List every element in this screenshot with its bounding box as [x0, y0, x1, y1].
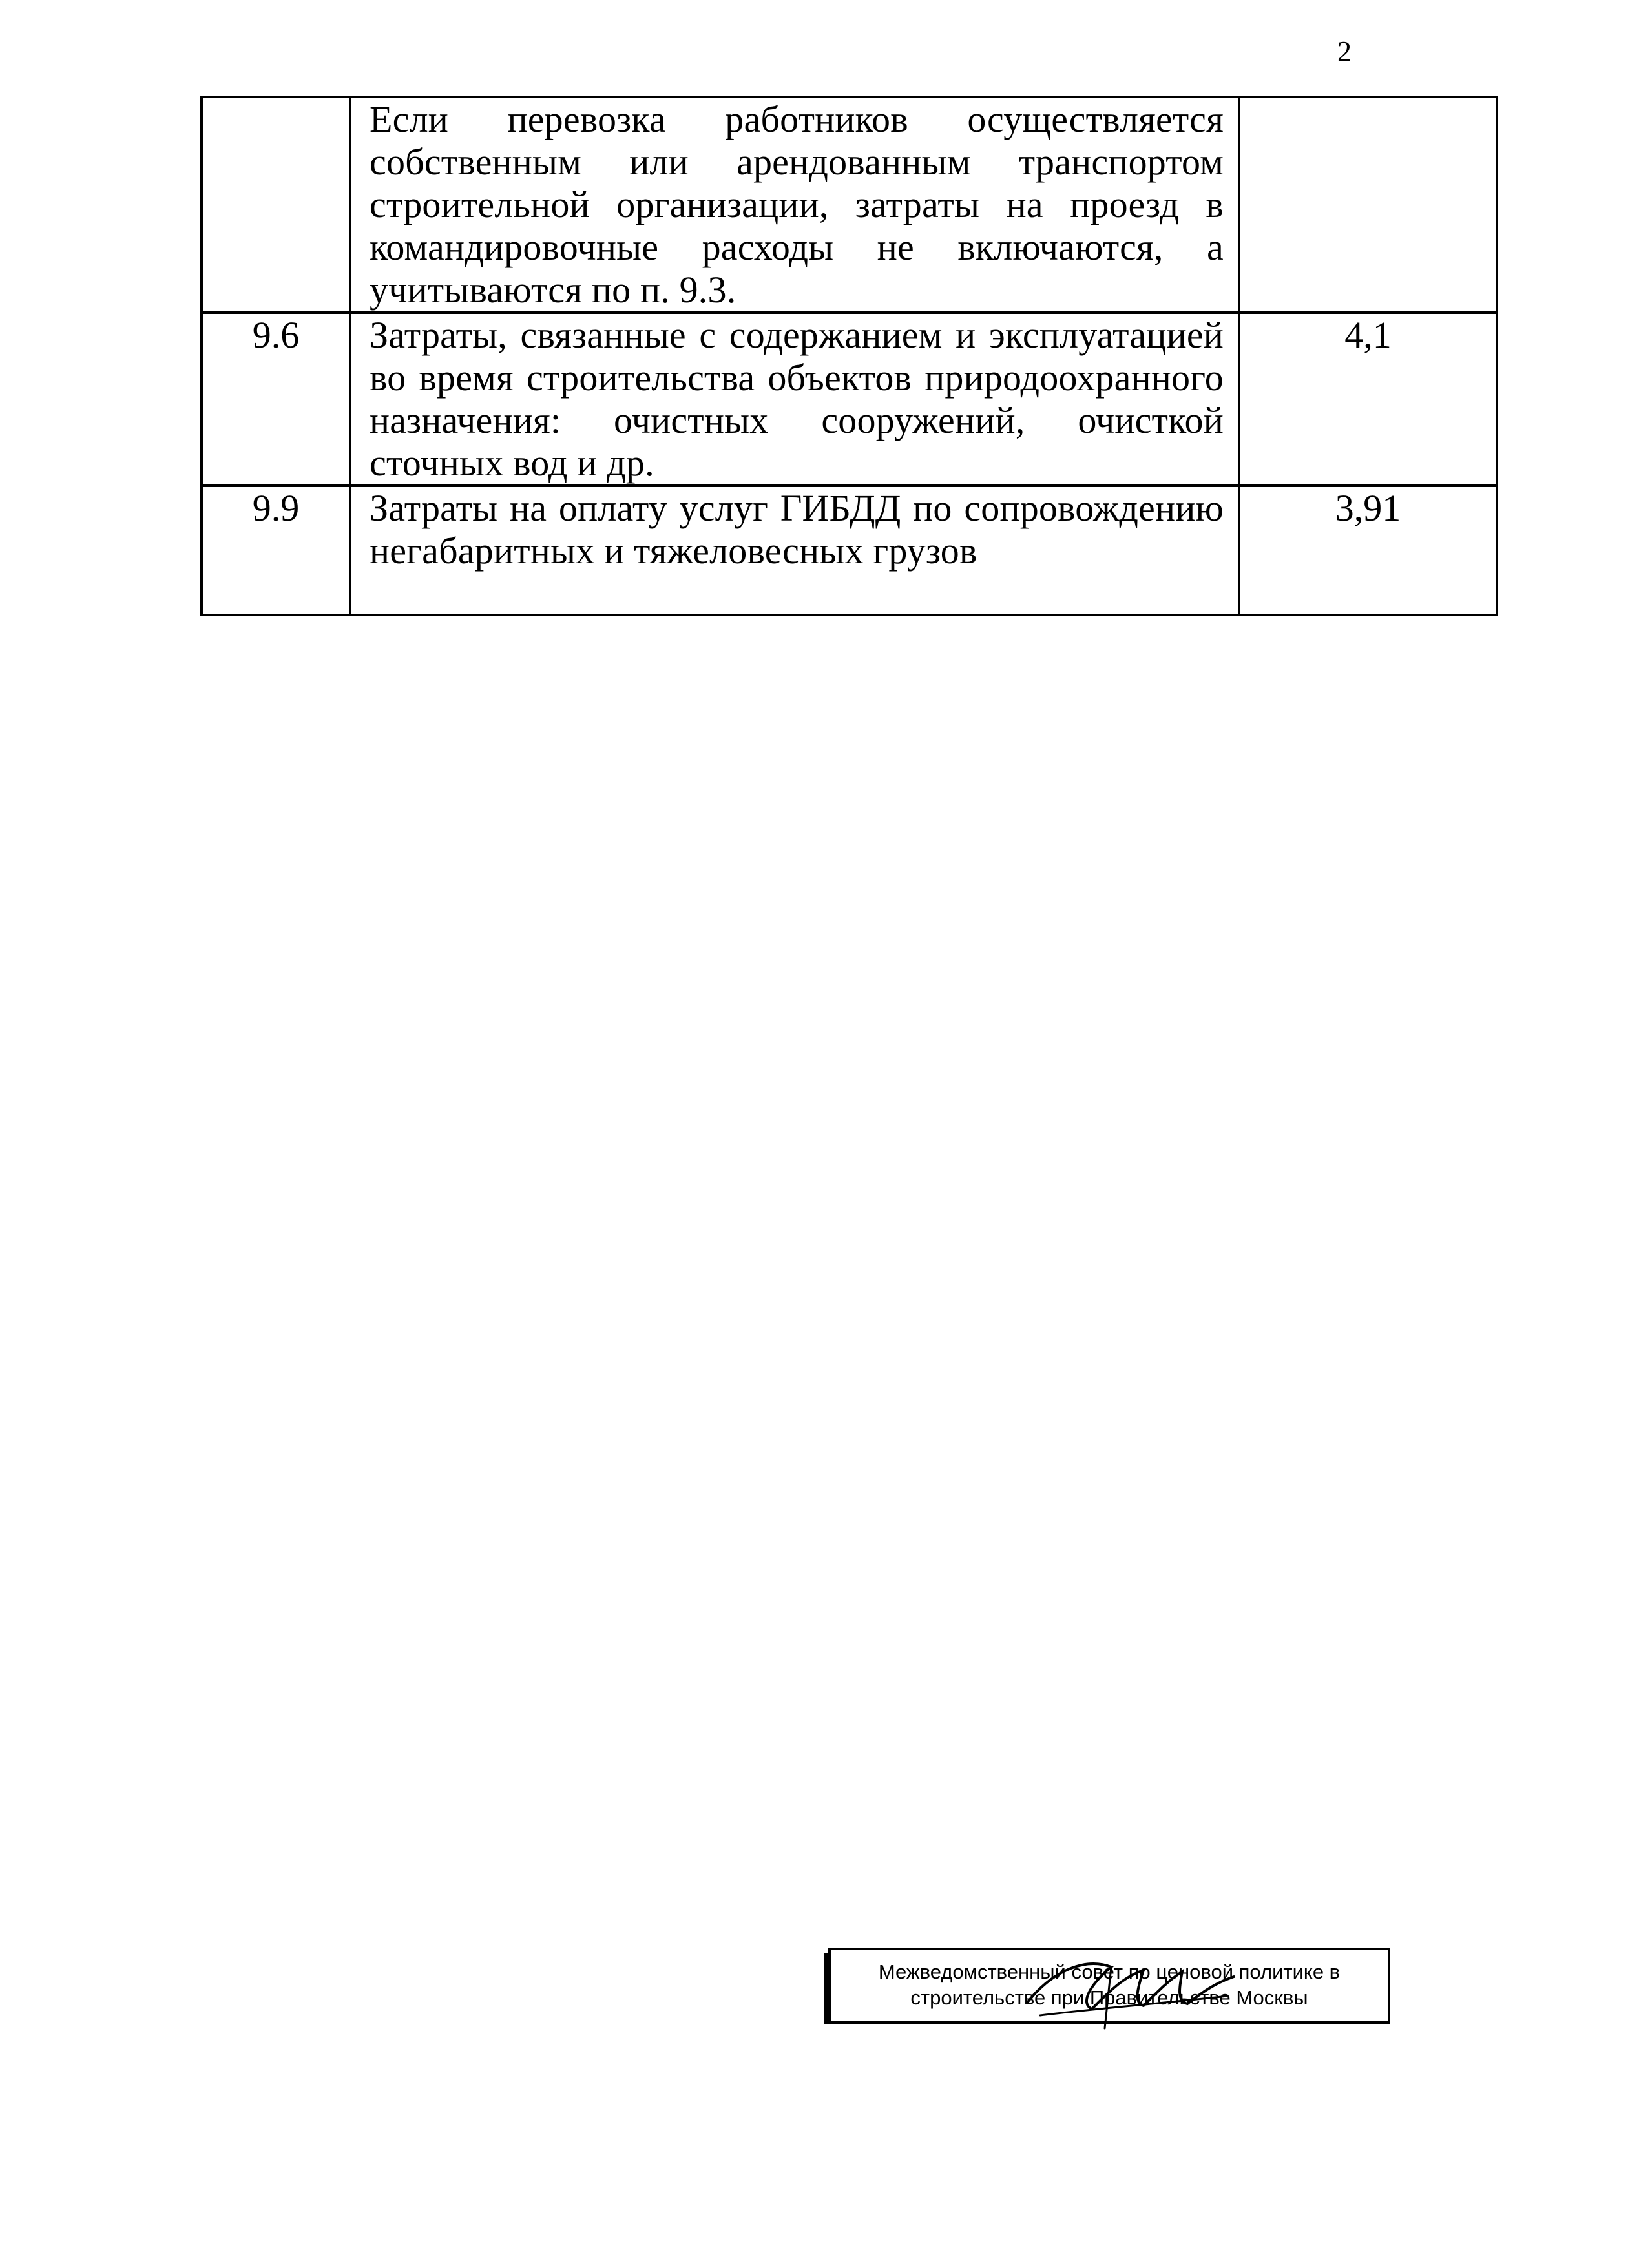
council-stamp: [828, 1948, 1390, 2024]
row-number: 9.6: [202, 313, 350, 486]
page-number: 2: [1337, 36, 1352, 67]
row-description: Если перевозка работников осуществляется собственным или арендованным транспортом строительной организации, затраты на проезд в командировочные расходы не включаются, а учитываются по п. 9.3.: [350, 97, 1239, 313]
table-row: [202, 313, 1497, 486]
row-value: 4,1: [1239, 313, 1497, 486]
table-row: [202, 97, 1497, 313]
row-number: 9.9: [202, 486, 350, 615]
stamp-line-1: Межведомственный совет по ценовой политике в: [878, 1961, 1341, 1983]
cost-table: [200, 96, 1498, 616]
row-value: [1239, 97, 1497, 313]
table-row: [202, 486, 1497, 615]
row-value: 3,91: [1239, 486, 1497, 615]
row-description: Затраты на оплату услуг ГИБДД по сопровождению негабаритных и тяжеловесных грузов: [350, 486, 1239, 615]
stamp-line-2: строительстве при Правительстве Москвы: [910, 1986, 1308, 2009]
row-description: Затраты, связанные с содержанием и эксплуатацией во время строительства объектов природоохранного назначения: очистных сооружений, очисткой сточных вод и др.: [350, 313, 1239, 486]
row-number: [202, 97, 350, 313]
